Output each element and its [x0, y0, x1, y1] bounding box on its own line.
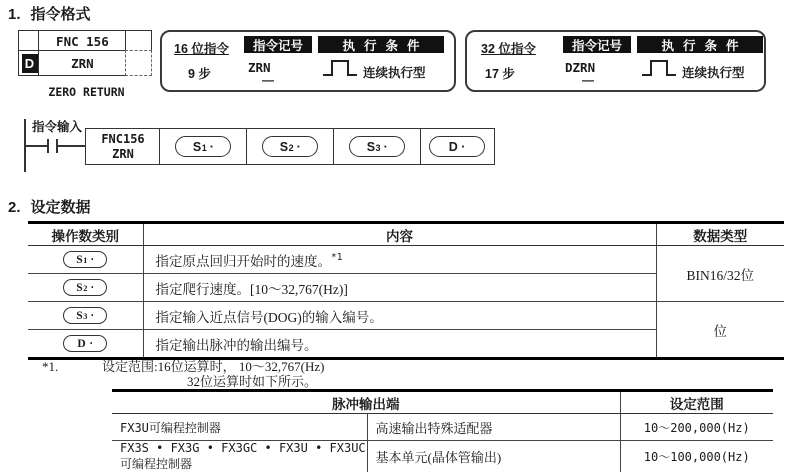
plc-cell: FX3S • FX3G • FX3GC • FX3U • FX3UC可编程控制器	[112, 441, 367, 472]
operand-s2-pill: S 2 ·	[63, 279, 107, 296]
datatype-cell: 位	[656, 302, 784, 359]
content-cell: 指定原点回归开始时的速度。$^{*1}$	[143, 246, 656, 274]
pulse-output-table	[112, 389, 773, 472]
box-32bit	[465, 30, 766, 92]
operand-s2-pill: S 2 ·	[262, 136, 318, 157]
section2-title: 设定数据	[30, 199, 91, 216]
d-flag-badge: D	[22, 54, 38, 73]
symbol-header-16: 指令记号	[244, 36, 312, 53]
steps-16: 9 步	[188, 67, 211, 81]
col-header-content: 内容	[143, 223, 656, 246]
section1-number: 1.	[8, 6, 21, 23]
footnote	[42, 359, 325, 389]
table-row	[28, 302, 784, 330]
ladder-fnc-box	[85, 128, 161, 165]
section2-number: 2.	[8, 199, 21, 216]
footnote-marker: *1.	[42, 359, 59, 374]
d-flag-cell	[18, 50, 40, 76]
operand-cell	[28, 330, 143, 359]
mnemonic-32: DZRN	[565, 60, 596, 75]
mnemonic-cell	[38, 50, 126, 76]
ladder-operand-cell	[333, 128, 421, 165]
bits-16-label: 16 位指令	[174, 42, 229, 56]
pulse-waveform-icon	[641, 58, 677, 78]
fnc-number-cell	[38, 30, 126, 52]
block-cell-top-right	[125, 30, 152, 52]
pulse-variant-dash-16: —	[262, 73, 274, 87]
table-row	[112, 441, 773, 472]
condition-header-32: 执行条件	[637, 36, 763, 53]
col-header-operand: 操作数类别	[28, 223, 143, 246]
ladder-operand-cell	[420, 128, 495, 165]
ladder-mnemonic: ZRN	[112, 146, 134, 161]
block-cell-top-left	[18, 30, 40, 52]
footnote-line2: 32位运算时如下所示。	[187, 374, 318, 389]
condition-label-16: 连续执行型	[363, 66, 426, 80]
operand-s3-pill: S 3 ·	[63, 307, 107, 324]
terminal-cell: 基本单元(晶体管输出)	[367, 441, 620, 472]
ladder-operand-cell	[246, 128, 335, 165]
pulse-variant-cell-dashed	[125, 50, 152, 76]
operand-table	[28, 221, 784, 360]
col-header-datatype: 数据类型	[656, 223, 784, 246]
footnote-line1: 设定范围:16位运算时， 10～32,767(Hz)	[102, 359, 325, 374]
plc-cell: FX3U可编程控制器	[112, 414, 367, 441]
range-cell: 10～200,000(Hz)	[620, 414, 773, 441]
content-cell: 指定爬行速度。[10～32,767(Hz)]	[143, 274, 656, 302]
instruction-name: ZERO RETURN	[48, 85, 125, 99]
ladder-instruction-row	[85, 128, 495, 165]
operand-s1-pill: S 1 ·	[175, 136, 231, 157]
operand-d-pill: D ·	[63, 335, 107, 352]
section1-heading	[8, 3, 91, 24]
operand-cell	[28, 246, 143, 274]
terminal-cell: 高速输出特殊适配器	[367, 414, 620, 441]
content-cell: 指定输出脉冲的输出编号。	[143, 330, 656, 359]
operand-cell	[28, 274, 143, 302]
datatype-cell: BIN16/32位	[656, 246, 784, 302]
footnote-ref: *1	[331, 251, 343, 263]
symbol-header-32: 指令记号	[563, 36, 631, 53]
content-cell: 指定输入近点信号(DOG)的输入编号。	[143, 302, 656, 330]
table-row	[28, 246, 784, 274]
pulse-table-header-row	[112, 391, 773, 414]
condition-header-16: 执行条件	[318, 36, 444, 53]
fnc-number: FNC 156	[56, 33, 109, 49]
mnemonic-16: ZRN	[248, 60, 271, 75]
box-16bit	[160, 30, 456, 92]
col-header-pulse-output: 脉冲输出端	[112, 391, 620, 414]
ladder-fnc-number: FNC156	[101, 131, 145, 146]
operand-cell	[28, 302, 143, 330]
section1-title: 指令格式	[30, 6, 91, 23]
fnc-instruction-block	[18, 30, 152, 78]
steps-32: 17 步	[485, 67, 515, 81]
condition-label-32: 连续执行型	[682, 66, 745, 80]
col-header-range: 设定范围	[620, 391, 773, 414]
bits-32-label: 32 位指令	[481, 42, 536, 56]
operand-s3-pill: S 3 ·	[349, 136, 405, 157]
operand-table-header-row	[28, 223, 784, 246]
table-row	[112, 414, 773, 441]
operand-s1-pill: S 1 ·	[63, 251, 107, 268]
pulse-variant-dash-32: —	[582, 73, 594, 87]
ladder-operand-cell	[159, 128, 247, 165]
section2-heading	[8, 196, 91, 217]
ladder-input-label: 指令输入	[30, 117, 84, 135]
pulse-waveform-icon	[322, 58, 358, 78]
operand-d-pill: D ·	[429, 136, 485, 157]
block-mnemonic: ZRN	[71, 55, 94, 71]
range-cell: 10～100,000(Hz)	[620, 441, 773, 472]
